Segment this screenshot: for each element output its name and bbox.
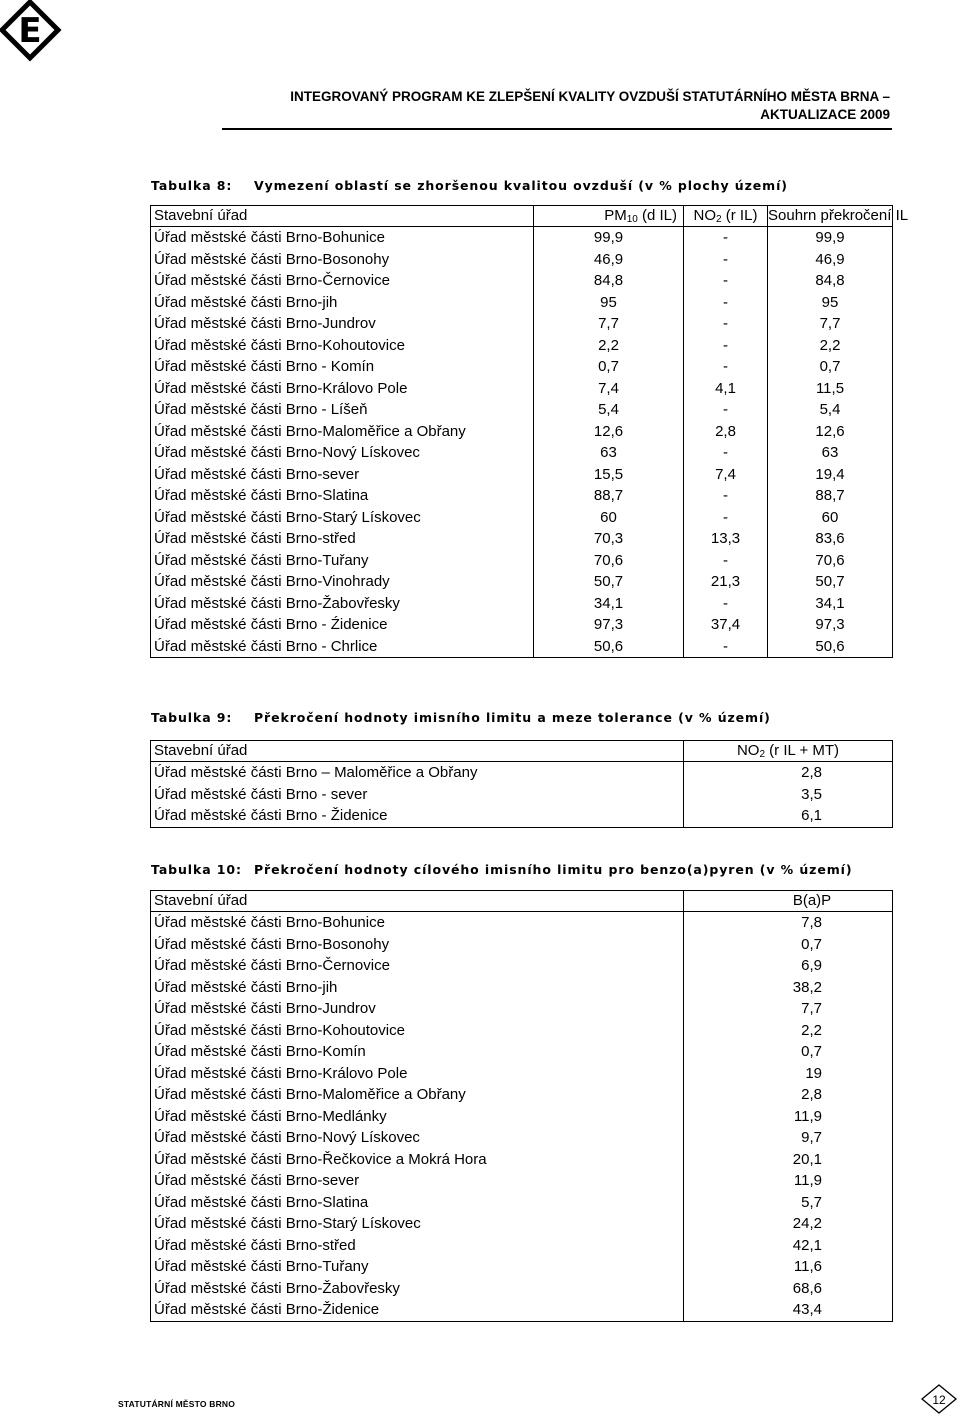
- bap-value: 9,7: [684, 1127, 893, 1149]
- office-name: Úřad městské části Brno-Žabovřesky: [154, 594, 400, 612]
- pm10-value: 70,3: [534, 528, 684, 550]
- table-row: [151, 399, 893, 421]
- office-name: Úřad městské části Brno - Líšeň: [154, 401, 368, 418]
- pm10-value: 97,3: [534, 614, 684, 636]
- office-name: Úřad městské části Brno-Bohunice: [154, 229, 385, 246]
- table9-col-office: Stavební úřad: [151, 741, 684, 762]
- office-name: Úřad městské části Brno-Jundrov: [154, 315, 376, 332]
- office-name: Úřad městské části Brno-Bosonohy: [154, 250, 390, 268]
- sum-value: 50,7: [815, 573, 845, 590]
- pm-main: PM: [604, 207, 627, 224]
- bap-value: 68,6: [684, 1278, 893, 1300]
- table9-caption-label: Tabulka 9:: [151, 710, 233, 725]
- office-name: Úřad městské části Brno-Kohoutovice: [154, 336, 405, 354]
- no2-value: 7,4: [684, 464, 768, 486]
- table9-caption: [151, 710, 771, 725]
- table8-col-office: Stavební úřad: [151, 206, 534, 227]
- no2-value: -: [684, 227, 768, 249]
- no2-value: 21,3: [684, 571, 768, 593]
- no2-value: 2,8: [684, 421, 768, 443]
- no2-value: 6,1: [684, 805, 893, 827]
- sum-value: 60: [821, 508, 839, 526]
- office-name: Úřad městské části Brno - sever: [154, 785, 368, 803]
- table-row: [151, 571, 893, 593]
- bap-value: 11,9: [684, 1106, 893, 1128]
- office-name: Úřad městské části Brno-Řečkovice a Mokrá Hora: [154, 1150, 487, 1168]
- table9: [150, 740, 893, 828]
- table-row: [151, 270, 893, 292]
- office-name: Úřad městské části Brno-Slatina: [154, 1193, 369, 1211]
- office-name: Úřad městské části Brno - Chrlice: [154, 637, 378, 655]
- table8: [150, 205, 909, 658]
- sum-value: 5,4: [819, 401, 841, 418]
- page-number: 12: [932, 1393, 946, 1407]
- office-name: Úřad městské části Brno-Maloměřice a Obřany: [154, 1086, 466, 1103]
- office-name: Úřad městské části Brno-Nový Lískovec: [154, 1129, 420, 1146]
- office-name: Úřad městské části Brno-Bohunice: [154, 914, 385, 931]
- office-name: Úřad městské části Brno-Nový Lískovec: [154, 444, 420, 461]
- footer-city-name: STATUTÁRNÍ MĚSTO BRNO: [118, 1399, 236, 1409]
- table-row: [151, 378, 893, 400]
- no2-value: 13,3: [684, 528, 768, 550]
- office-name: Úřad městské části Brno-Komín: [154, 1043, 366, 1060]
- no2-main: NO: [736, 742, 760, 759]
- table10-col-office: Stavební úřad: [151, 891, 684, 912]
- office-name: Úřad městské části Brno – Maloměřice a Obřany: [154, 764, 478, 781]
- table-row: [151, 762, 893, 784]
- table-row: [151, 1106, 893, 1128]
- no2-value: -: [684, 335, 768, 357]
- no2-value: -: [684, 249, 768, 271]
- sum-value: 11,5: [815, 379, 845, 397]
- no2-value: 2,8: [684, 762, 893, 784]
- sum-value: 88,7: [815, 487, 845, 504]
- table-row: [151, 593, 893, 615]
- table9-caption-text: Překročení hodnoty imisního limitu a meze tolerance (v % území): [254, 710, 771, 725]
- table-row: [151, 1299, 893, 1321]
- no2-value: -: [684, 356, 768, 378]
- sum-value: 99,9: [815, 229, 845, 246]
- pm-rest: (d IL): [637, 207, 677, 224]
- no2-value: 4,1: [684, 378, 768, 400]
- pm10-value: 84,8: [534, 270, 684, 292]
- office-name: Úřad městské části Brno-Královo Pole: [154, 379, 408, 397]
- bap-value: 11,6: [684, 1256, 893, 1278]
- table10-caption-text: Překročení hodnoty cílového imisního limitu pro benzo(a)pyren (v % území): [254, 862, 853, 877]
- office-name: Úřad městské části Brno-sever: [154, 465, 360, 483]
- table-row: [151, 805, 893, 827]
- no2-value: -: [684, 313, 768, 335]
- bap-value: 0,7: [684, 934, 893, 956]
- table9-col-no2: [684, 741, 893, 762]
- pm10-value: 34,1: [534, 593, 684, 615]
- table8-col-sum: Souhrn překročení IL: [768, 206, 893, 227]
- pm10-value: 63: [534, 442, 684, 464]
- sum-value: 83,6: [815, 530, 845, 547]
- bap-value: 7,8: [684, 912, 893, 934]
- document-header: [290, 88, 890, 124]
- pm10-value: 7,4: [534, 378, 684, 400]
- table8-caption: [151, 178, 788, 193]
- no2-value: -: [684, 550, 768, 572]
- table8-caption-label: Tabulka 8:: [151, 178, 233, 193]
- no2-value: 3,5: [684, 784, 893, 806]
- table-row: [151, 977, 893, 999]
- pm10-value: 5,4: [534, 399, 684, 421]
- bap-value: 43,4: [684, 1299, 893, 1321]
- bap-value: 2,2: [684, 1020, 893, 1042]
- table-row: [151, 955, 893, 977]
- table-row: [151, 550, 893, 572]
- pm10-value: 12,6: [534, 421, 684, 443]
- header-title-line1: INTEGROVANÝ PROGRAM KE ZLEPŠENÍ KVALITY OVZDUŠÍ STATUTÁRNÍHO MĚSTA BRNA –: [290, 89, 890, 104]
- pm10-value: 7,7: [534, 313, 684, 335]
- no2-rest: (r IL + MT): [765, 742, 840, 759]
- bap-value: 5,7: [684, 1192, 893, 1214]
- pm10-value: 99,9: [534, 227, 684, 249]
- bap-value: 7,7: [684, 998, 893, 1020]
- pm10-value: 60: [534, 507, 684, 529]
- office-name: Úřad městské části Brno-Královo Pole: [154, 1064, 408, 1082]
- pm10-value: 88,7: [534, 485, 684, 507]
- office-name: Úřad městské části Brno-Slatina: [154, 487, 369, 504]
- office-name: Úřad městské části Brno-jih: [154, 978, 338, 996]
- page-number-badge: [921, 1384, 957, 1414]
- table-row: [151, 464, 893, 486]
- table-row: [151, 356, 893, 378]
- no2-sub: 2: [716, 214, 722, 225]
- company-logo: [0, 0, 60, 64]
- no2-value: 37,4: [684, 614, 768, 636]
- office-name: Úřad městské části Brno-střed: [154, 530, 356, 547]
- pm-sub: 10: [626, 214, 638, 225]
- office-name: Úřad městské části Brno-Medlánky: [154, 1107, 387, 1125]
- pm10-value: 0,7: [534, 356, 684, 378]
- bap-value: 38,2: [684, 977, 893, 999]
- bap-value: 19: [684, 1063, 893, 1085]
- no2-value: -: [684, 292, 768, 314]
- table-row: [151, 636, 893, 658]
- office-name: Úřad městské části Brno-Maloměřice a Obřany: [154, 422, 466, 440]
- bap-value: 0,7: [684, 1041, 893, 1063]
- pm10-value: 50,7: [534, 571, 684, 593]
- sum-value: 34,1: [815, 594, 845, 612]
- table-row: [151, 912, 893, 934]
- office-name: Úřad městské části Brno-Tuřany: [154, 1258, 369, 1275]
- sum-value: 12,6: [815, 422, 845, 440]
- table-row: [151, 507, 893, 529]
- table8-col-pm10: [534, 206, 684, 227]
- table8-header-row: [151, 206, 893, 227]
- no2-value: -: [684, 593, 768, 615]
- office-name: Úřad městské části Brno-Černovice: [154, 957, 390, 974]
- sum-value: 97,3: [815, 616, 845, 633]
- header-title-line2: AKTUALIZACE 2009: [760, 107, 890, 122]
- table-row: [151, 934, 893, 956]
- sum-value: 2,2: [819, 336, 841, 354]
- no2-value: -: [684, 636, 768, 658]
- no2-rest: (r IL): [721, 207, 758, 224]
- table9-header-row: [151, 741, 893, 762]
- office-name: Úřad městské části Brno-Starý Lískovec: [154, 1215, 421, 1232]
- table-row: [151, 421, 893, 443]
- bap-value: 2,8: [684, 1084, 893, 1106]
- bap-value: 42,1: [684, 1235, 893, 1257]
- table-row: [151, 1213, 893, 1235]
- header-divider: [222, 128, 892, 130]
- office-name: Úřad městské části Brno-Kohoutovice: [154, 1021, 405, 1039]
- pm10-value: 95: [534, 292, 684, 314]
- table-row: [151, 335, 893, 357]
- table10-caption-label: Tabulka 10:: [151, 862, 242, 877]
- table-row: [151, 313, 893, 335]
- table-row: [151, 249, 893, 271]
- pm10-value: 70,6: [534, 550, 684, 572]
- table-row: [151, 1256, 893, 1278]
- sum-value: 84,8: [815, 272, 845, 289]
- table8-col-no2: [684, 206, 768, 227]
- logo-letter: E: [18, 11, 42, 51]
- table8-caption-text: Vymezení oblastí se zhoršenou kvalitou ovzduší (v % plochy území): [254, 178, 788, 193]
- table-row: [151, 1020, 893, 1042]
- table-row: [151, 227, 893, 249]
- table-row: [151, 1170, 893, 1192]
- table-row: [151, 998, 893, 1020]
- table-row: [151, 1278, 893, 1300]
- pm10-value: 15,5: [534, 464, 684, 486]
- table-row: [151, 1149, 893, 1171]
- table-row: [151, 1235, 893, 1257]
- table-row: [151, 784, 893, 806]
- office-name: Úřad městské části Brno-Jundrov: [154, 1000, 376, 1017]
- sum-value: 46,9: [815, 250, 845, 268]
- no2-value: -: [684, 485, 768, 507]
- office-name: Úřad městské části Brno-jih: [154, 293, 338, 311]
- sum-value: 7,7: [819, 315, 841, 332]
- sum-value: 95: [821, 293, 839, 311]
- office-name: Úřad městské části Brno-Žabovřesky: [154, 1279, 400, 1297]
- office-name: Úřad městské části Brno-střed: [154, 1236, 356, 1254]
- table-row: [151, 1192, 893, 1214]
- no2-main: NO: [693, 207, 717, 224]
- no2-sub: 2: [759, 749, 766, 760]
- table10-col-bap: B(a)P: [684, 891, 893, 912]
- bap-value: 6,9: [684, 955, 893, 977]
- no2-value: -: [684, 507, 768, 529]
- office-name: Úřad městské části Brno-Starý Lískovec: [154, 508, 421, 526]
- table-row: [151, 614, 893, 636]
- table-row: [151, 528, 893, 550]
- sum-value: 63: [821, 444, 839, 461]
- office-name: Úřad městské části Brno-sever: [154, 1172, 360, 1189]
- no2-value: -: [684, 442, 768, 464]
- table-row: [151, 1063, 893, 1085]
- table10: [150, 890, 893, 1322]
- office-name: Úřad městské části Brno-Vinohrady: [154, 573, 390, 590]
- bap-value: 20,1: [684, 1149, 893, 1171]
- pm10-value: 50,6: [534, 636, 684, 658]
- office-name: Úřad městské části Brno-Židenice: [154, 1301, 380, 1318]
- office-name: Úřad městské části Brno - Komín: [154, 358, 375, 375]
- no2-value: -: [684, 270, 768, 292]
- table-row: [151, 292, 893, 314]
- pm10-value: 2,2: [534, 335, 684, 357]
- bap-value: 11,9: [684, 1170, 893, 1192]
- table-row: [151, 485, 893, 507]
- table-row: [151, 1084, 893, 1106]
- no2-value: -: [684, 399, 768, 421]
- table-row: [151, 1041, 893, 1063]
- office-name: Úřad městské části Brno-Tuřany: [154, 551, 369, 569]
- sum-value: 50,6: [815, 637, 845, 655]
- office-name: Úřad městské části Brno-Bosonohy: [154, 935, 390, 953]
- pm10-value: 46,9: [534, 249, 684, 271]
- office-name: Úřad městské části Brno-Černovice: [154, 272, 390, 289]
- office-name: Úřad městské části Brno - Źidenice: [154, 616, 388, 633]
- office-name: Úřad městské části Brno - Židenice: [154, 807, 388, 824]
- table-row: [151, 1127, 893, 1149]
- table-row: [151, 442, 893, 464]
- sum-value: 70,6: [815, 551, 845, 569]
- sum-value: 19,4: [815, 465, 845, 483]
- sum-value: 0,7: [819, 358, 841, 375]
- table10-caption: [151, 862, 853, 877]
- bap-value: 24,2: [684, 1213, 893, 1235]
- table10-header-row: [151, 891, 893, 912]
